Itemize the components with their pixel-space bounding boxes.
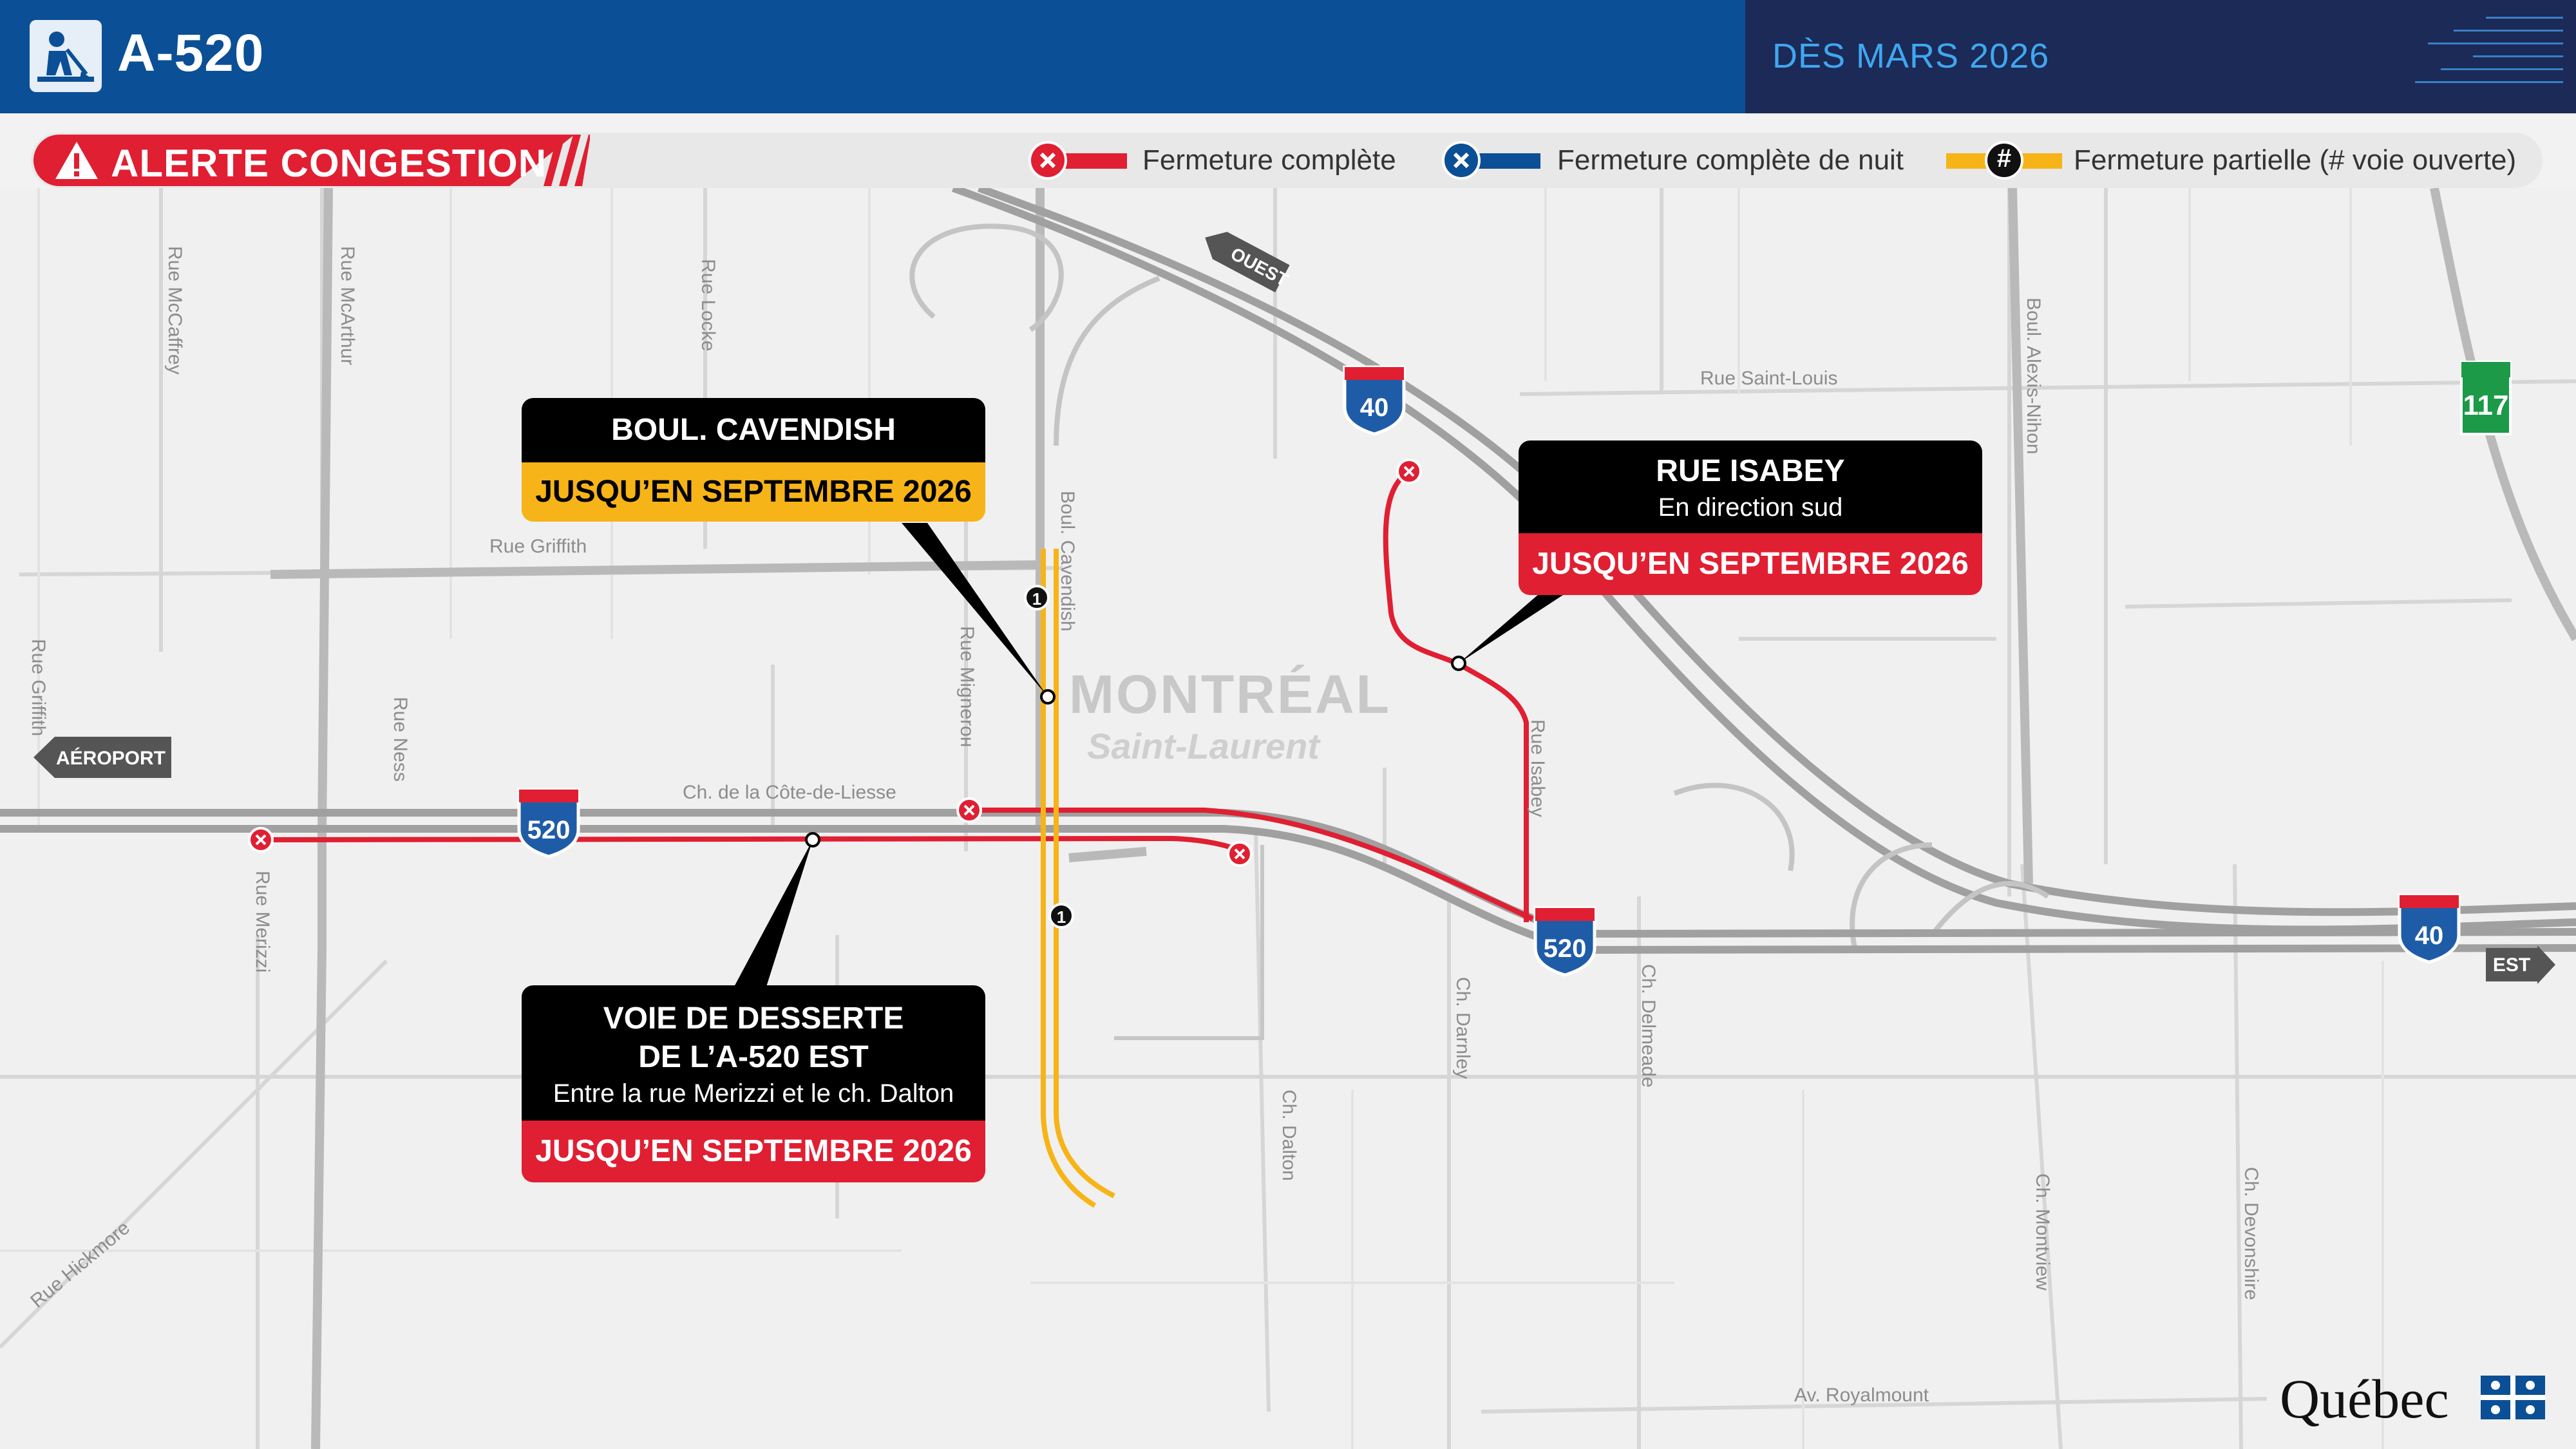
shield-a520-label: 520	[527, 816, 571, 844]
legend-partial-closure: Fermeture partielle (# voie ouverte)	[2074, 144, 2517, 176]
callout-cavendish-period: JUSQU’EN SEPTEMBRE 2026	[522, 462, 985, 522]
callout-desserte-subtitle: Entre la rue Merizzi et le ch. Dalton	[522, 1077, 985, 1121]
quebec-flag-icon	[2481, 1376, 2545, 1419]
callout-isabey	[1519, 440, 1982, 595]
street-label: Rue Mignerон	[956, 626, 978, 748]
callout-desserte-period: JUSQU’EN SEPTEMBRE 2026	[522, 1121, 985, 1182]
street-label: Rue Ness	[390, 697, 411, 782]
street-label: Ch. Montview	[2032, 1173, 2053, 1291]
start-date: DÈS MARS 2026	[1772, 37, 2050, 75]
main-roads	[270, 188, 2576, 1449]
street-label: Rue Griffith	[489, 536, 587, 557]
direction-ouest-label: OUEST	[1227, 243, 1292, 290]
shield-a40-label: 40	[1359, 393, 1389, 422]
full-closure-symbol	[1028, 140, 1131, 180]
street-label: Rue Merizzi	[252, 871, 273, 973]
street-label: Ch. de la Côte-de-Liesse	[683, 782, 896, 803]
partial-lane-label-2: 1	[1056, 907, 1066, 927]
street-label: Boul. Alexis-Nihon	[2023, 298, 2044, 455]
isabey-closure-line	[1386, 471, 1526, 922]
city-label: MONTRÉAL	[1069, 664, 1391, 724]
partial-lane-label-1: 1	[1032, 589, 1042, 609]
callout-isabey-period: JUSQU’EN SEPTEMBRE 2026	[1519, 533, 1982, 595]
a520-highway	[0, 813, 2576, 950]
street-label: Rue Isabey	[1527, 719, 1548, 817]
street-label: Ch. Dalton	[1278, 1090, 1300, 1181]
warning-icon	[54, 140, 99, 180]
legend-full-closure: Fermeture complète	[1142, 144, 1396, 176]
street-label: Boul. Cavendish	[1057, 491, 1078, 632]
street-label: Rue McArthur	[337, 246, 358, 366]
callout-cavendish	[522, 398, 985, 522]
page-title: A-520	[117, 24, 265, 82]
callout-cavendish-title: BOUL. CAVENDISH	[522, 398, 985, 462]
partial-closure-symbol-label: #	[1996, 144, 2012, 173]
street-label: Rue Locke	[697, 259, 719, 352]
street-label: Rue Saint-Louis	[1700, 368, 1838, 389]
street-label: Ch. Delmeade	[1638, 964, 1659, 1088]
callout-isabey-title: RUE ISABEY	[1519, 440, 1982, 491]
street-label: Av. Royalmount	[1794, 1385, 1929, 1406]
callout-desserte-title-2: DE L’A-520 EST	[522, 1038, 985, 1077]
service-road-closure-line	[261, 838, 1240, 851]
street-label: Rue Griffith	[28, 639, 49, 737]
callout-desserte	[522, 985, 985, 1182]
map-canvas	[0, 188, 2576, 1449]
road-work-icon	[30, 20, 102, 92]
shield-a520-label: 520	[1543, 934, 1587, 963]
cavendish-partial-closure-line	[1043, 549, 1114, 1206]
shield-r117-label: 117	[2463, 390, 2509, 421]
direction-est-label: EST	[2492, 954, 2531, 976]
street-label: Ch. Darnley	[1452, 977, 1473, 1079]
street-label: Rue McCaffrey	[164, 246, 185, 375]
street-label: Ch. Devonshire	[2240, 1167, 2262, 1300]
street-label: Rue Hickmore	[26, 1217, 135, 1312]
alert-label: ALERTE CONGESTION	[111, 142, 547, 185]
shield-a40-label: 40	[2414, 922, 2444, 950]
callout-desserte-title-1: VOIE DE DESSERTE	[522, 985, 985, 1038]
direction-aeroport-label: AÉROPORT	[55, 748, 166, 769]
callout-isabey-subtitle: En direction sud	[1519, 491, 1982, 533]
header-decoration	[2415, 13, 2570, 90]
night-closure-symbol	[1441, 140, 1544, 180]
map	[0, 188, 2576, 1449]
quebec-logo: Québec	[2280, 1368, 2449, 1430]
legend-night-closure: Fermeture complète de nuit	[1557, 144, 1904, 176]
borough-label: Saint-Laurent	[1087, 726, 1320, 766]
